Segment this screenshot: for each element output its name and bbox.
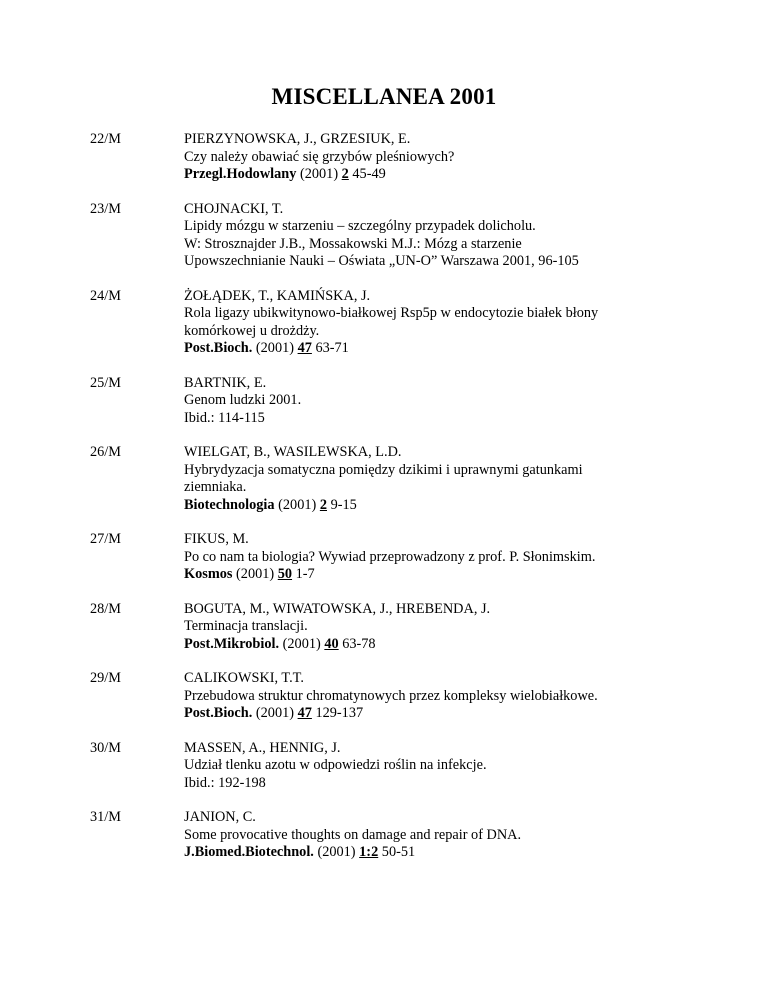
entry-text: Przebudowa struktur chromatynowych przez kompleksy wielobiałkowe. [184, 687, 598, 704]
citation-pages: 45-49 [352, 166, 386, 182]
list-item [0, 531, 768, 584]
entry-citation [184, 566, 694, 584]
journal-name: Biotechnologia [184, 496, 275, 513]
entry-body [184, 531, 694, 584]
entry-number: 27/M [90, 531, 121, 547]
entry-text: Czy należy obawiać się grzybów pleśniowych? [184, 148, 455, 165]
citation-pages: 9-15 [330, 496, 357, 513]
citation-volume: 47 [297, 340, 312, 356]
entry-authors: BARTNIK, E. [184, 374, 267, 391]
citation-year: (2001) [278, 496, 317, 513]
entry-authors: WIELGAT, B., WASILEWSKA, L.D. [184, 444, 402, 460]
entry-text: Rola ligazy ubikwitynowo-białkowej Rsp5p w endocytozie białek błony [184, 305, 599, 321]
entry-citation [184, 166, 694, 184]
entry-text: Ibid.: 192-198 [184, 774, 266, 791]
entry-number: 25/M [90, 374, 121, 391]
entry-number: 31/M [90, 809, 121, 825]
list-item [0, 740, 768, 793]
entry-authors: JANION, C. [184, 809, 256, 825]
citation-pages: 129-137 [315, 705, 364, 721]
journal-name: Post.Bioch. [184, 705, 253, 721]
list-item [0, 444, 768, 514]
entry-authors: MASSEN, A., HENNIG, J. [184, 739, 341, 756]
entry-authors: CHOJNACKI, T. [184, 200, 284, 217]
citation-year: (2001) [236, 566, 275, 582]
entry-authors: CALIKOWSKI, T.T. [184, 670, 304, 686]
entry-body [184, 670, 694, 723]
list-item [0, 288, 768, 358]
entry-number: 24/M [90, 287, 121, 304]
entry-body [184, 288, 694, 358]
entry-authors: ŻOŁĄDEK, T., KAMIŃSKA, J. [184, 287, 371, 304]
entry-list [0, 131, 768, 879]
list-item [0, 670, 768, 723]
journal-name: Post.Mikrobiol. [184, 635, 280, 652]
entry-text: Lipidy mózgu w starzeniu – szczególny przypadek dolicholu. [184, 218, 536, 234]
list-item [0, 601, 768, 654]
list-item [0, 809, 768, 862]
entry-authors: PIERZYNOWSKA, J., GRZESIUK, E. [184, 131, 411, 147]
entry-authors: FIKUS, M. [184, 531, 249, 547]
entry-number: 28/M [90, 600, 121, 617]
entry-text: Udział tlenku azotu w odpowiedzi roślin na infekcje. [184, 757, 487, 773]
entry-number: 29/M [90, 670, 121, 686]
entry-text: Hybrydyzacja somatyczna pomiędzy dzikimi i uprawnymi gatunkami [184, 461, 583, 478]
entry-text: Genom ludzki 2001. [184, 392, 302, 408]
entry-body [184, 201, 694, 271]
citation-volume: 50 [277, 566, 293, 582]
journal-name: Przegl.Hodowlany [184, 166, 297, 182]
entry-text: Po co nam ta biologia? Wywiad przeprowadzony z prof. P. Słonimskim. [184, 548, 596, 565]
entry-text: ziemniaka. [184, 479, 247, 495]
entry-number: 23/M [90, 200, 121, 217]
citation-pages: 50-51 [381, 844, 416, 860]
entry-text: Some provocative thoughts on damage and repair of DNA. [184, 826, 522, 843]
citation-year: (2001) [299, 166, 339, 182]
list-item [0, 375, 768, 428]
citation-pages: 63-78 [342, 635, 376, 652]
entry-body [184, 131, 694, 184]
list-item [0, 201, 768, 271]
citation-pages: 63-71 [315, 340, 349, 356]
journal-name: Post.Bioch. [184, 340, 253, 356]
citation-volume: 2 [341, 166, 349, 182]
entry-body [184, 444, 694, 514]
entry-text: W: Strosznajder J.B., Mossakowski M.J.: Mózg a starzenie [184, 235, 522, 252]
entry-body [184, 375, 694, 428]
citation-year: (2001) [255, 340, 295, 356]
entry-citation [184, 636, 694, 654]
entry-text: Ibid.: 114-115 [184, 409, 265, 426]
entry-citation [184, 705, 694, 723]
citation-volume: 1:2 [359, 844, 379, 860]
citation-volume: 47 [297, 705, 312, 721]
entry-body [184, 809, 694, 862]
citation-year: (2001) [282, 635, 321, 652]
entry-text: komórkowej u drożdży. [184, 322, 320, 339]
entry-authors: BOGUTA, M., WIWATOWSKA, J., HREBENDA, J. [184, 600, 491, 617]
page-title: MISCELLANEA 2001 [271, 84, 497, 109]
entry-body [184, 601, 694, 654]
list-item [0, 131, 768, 184]
entry-number: 30/M [90, 739, 121, 756]
citation-year: (2001) [317, 844, 356, 860]
entry-number: 22/M [90, 131, 121, 147]
journal-name: Kosmos [184, 566, 233, 582]
entry-text: Terminacja translacji. [184, 618, 308, 634]
entry-body [184, 740, 694, 793]
entry-number: 26/M [90, 444, 121, 460]
entry-citation [184, 497, 694, 515]
journal-name: J.Biomed.Biotechnol. [184, 844, 314, 860]
entry-citation [184, 844, 694, 862]
citation-year: (2001) [255, 705, 295, 721]
citation-volume: 2 [319, 496, 327, 513]
entry-citation [184, 340, 694, 358]
citation-volume: 40 [324, 635, 339, 652]
citation-pages: 1-7 [295, 566, 315, 582]
entry-text: Upowszechnianie Nauki – Oświata „UN-O” Warszawa 2001, 96-105 [184, 253, 579, 269]
